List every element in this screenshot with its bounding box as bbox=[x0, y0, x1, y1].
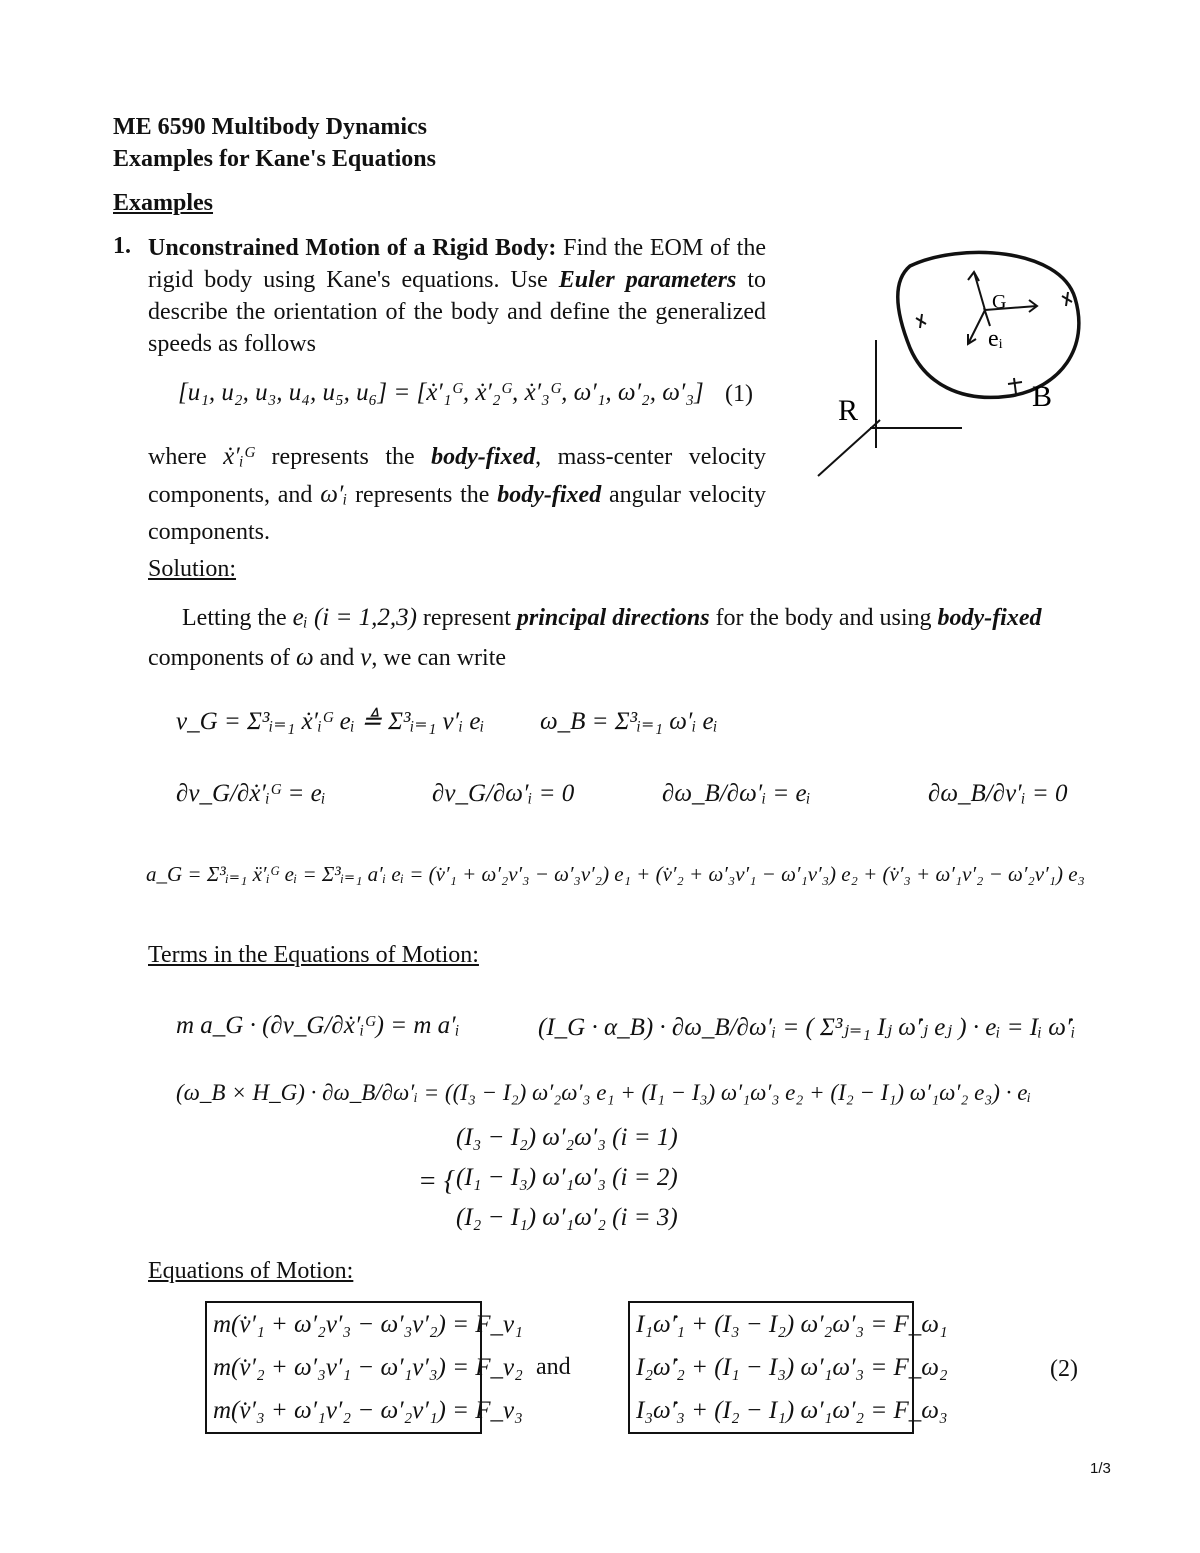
example-paragraph bbox=[148, 232, 766, 360]
body-fixed-em: body-fixed bbox=[431, 444, 536, 470]
body-outline bbox=[898, 252, 1079, 397]
solution-symbol-omega: ω bbox=[295, 644, 314, 671]
body-em: body- bbox=[937, 605, 993, 631]
equals-brace: = { bbox=[418, 1166, 456, 1197]
solution-symbol-v: v bbox=[360, 644, 372, 671]
body-axis-up bbox=[974, 272, 985, 310]
eq-partial-2: ∂v_G/∂ω′ᵢ = 0 bbox=[432, 780, 575, 807]
term-1: m a_G · (∂v_G/∂ẋ′ᵢᴳ) = m a′ᵢ bbox=[176, 1012, 460, 1039]
example-heading: Unconstrained Motion of a Rigid Body: bbox=[148, 235, 557, 261]
figure-label-e: eᵢ bbox=[988, 326, 1003, 352]
solution-text-d: components of bbox=[148, 645, 290, 671]
eq-partial-1: ∂v_G/∂ẋ′ᵢᴳ = eᵢ bbox=[176, 780, 326, 807]
where-text-c: , mass-center velocity components, and bbox=[148, 444, 767, 508]
equation-1-label: (1) bbox=[725, 381, 753, 407]
example-number: 1. bbox=[113, 233, 131, 259]
eom-translational-box bbox=[205, 1301, 523, 1434]
frame-axis-diagonal bbox=[818, 420, 880, 476]
solution-text-b: represent bbox=[422, 605, 511, 631]
where-text-b: represents the bbox=[271, 444, 415, 470]
where-symbol-xdot: ẋ′ᵢᴳ bbox=[223, 443, 256, 470]
terms-heading: Terms in the Equations of Motion: bbox=[148, 942, 479, 968]
where-text-d: represents the bbox=[355, 482, 490, 508]
where-symbol-omega: ω′ᵢ bbox=[320, 481, 348, 508]
solution-text-and: and bbox=[319, 645, 355, 671]
figure-label-R: R bbox=[838, 394, 859, 427]
page-number: 1/3 bbox=[1090, 1460, 1111, 1477]
equation-2-label: (2) bbox=[1050, 1356, 1078, 1382]
figure-label-B: B bbox=[1032, 380, 1053, 413]
where-text-a: where bbox=[148, 444, 207, 470]
solution-symbol-ei: eᵢ (i = 1,2,3) bbox=[292, 604, 417, 631]
eom-left-2: m(v̇′₂ + ω′₃v′₁ − ω′₁v′₃) = F_v₂ bbox=[213, 1354, 523, 1381]
eom-right-3: I₃ω̇′₃ + (I₂ − I₁) ω′₁ω′₂ = F_ω₃ bbox=[636, 1397, 948, 1424]
example-text-b: to describe the orientation of the body and define the generalized speeds as follows bbox=[148, 267, 766, 357]
principal-directions-em: principal directions bbox=[516, 605, 710, 631]
eq-partial-4: ∂ω_B/∂v′ᵢ = 0 bbox=[928, 780, 1068, 807]
doc-title: ME 6590 Multibody Dynamics bbox=[113, 114, 428, 140]
eq-partial-3: ∂ω_B/∂ω′ᵢ = eᵢ bbox=[662, 780, 811, 807]
where-paragraph bbox=[148, 438, 766, 551]
eom-right-2: I₂ω̇′₂ + (I₁ − I₃) ω′₁ω′₃ = F_ω₂ bbox=[636, 1354, 948, 1381]
term-3: (ω_B × H_G) · ∂ω_B/∂ω′ᵢ = ((I₃ − I₂) ω′₂ω′₃ e₁ + (I₁ − I₃) ω′₁ω′₃ e₂ + (I₂ − I₁) ω′₁ω′₂ e₃) · eᵢ bbox=[176, 1080, 1032, 1105]
euler-params-em: Euler parameters bbox=[558, 267, 737, 293]
where-text-e: angular velocity components. bbox=[148, 482, 767, 545]
figure-label-G: G bbox=[992, 291, 1007, 313]
eom-right-1: I₁ω̇′₁ + (I₃ − I₂) ω′₂ω′₃ = F_ω₁ bbox=[636, 1311, 948, 1338]
doc-subtitle: Examples for Kane's Equations bbox=[113, 146, 436, 172]
example-text-a: Find the EOM of the rigid body using Kane's equations. Use bbox=[148, 235, 766, 293]
case-3: (I₂ − I₁) ω′₁ω′₂ (i = 3) bbox=[456, 1204, 678, 1231]
section-heading: Examples bbox=[113, 190, 214, 216]
solution-text-e: , we can write bbox=[371, 645, 507, 671]
eom-left-1: m(v̇′₁ + ω′₂v′₃ − ω′₃v′₂) = F_v₁ bbox=[213, 1311, 523, 1338]
eq-vG: v_G = Σ³ᵢ₌₁ ẋ′ᵢᴳ eᵢ ≜ Σ³ᵢ₌₁ v′ᵢ eᵢ bbox=[176, 708, 485, 735]
rigid-body-figure bbox=[810, 238, 1100, 488]
body-axis-down bbox=[968, 310, 985, 344]
eom-rotational-box bbox=[628, 1301, 948, 1434]
solution-text-a: Letting the bbox=[182, 605, 287, 631]
fixed-em: fixed bbox=[992, 605, 1042, 631]
term-2: (I_G · α_B) · ∂ω_B/∂ω′ᵢ = ( Σ³ⱼ₌₁ Iⱼ ω̇′ⱼ eⱼ ) · eᵢ = Iᵢ ω̇′ᵢ bbox=[538, 1014, 1076, 1041]
solution-paragraph bbox=[148, 598, 1118, 678]
eom-left-3: m(v̇′₃ + ω′₁v′₂ − ω′₂v′₁) = F_v₃ bbox=[213, 1397, 523, 1424]
body-fixed-em-2: body-fixed bbox=[497, 482, 602, 508]
eom-heading: Equations of Motion: bbox=[148, 1258, 354, 1284]
eom-and: and bbox=[536, 1354, 571, 1380]
equation-1: [u₁, u₂, u₃, u₄, u₅, u₆] = [ẋ′₁ᴳ, ẋ′₂ᴳ, ẋ′₃ᴳ, ω′₁, ω′₂, ω′₃] bbox=[178, 379, 704, 406]
solution-heading: Solution: bbox=[148, 556, 237, 582]
case-1: (I₃ − I₂) ω′₂ω′₃ (i = 1) bbox=[456, 1124, 678, 1151]
eq-wB: ω_B = Σ³ᵢ₌₁ ω′ᵢ eᵢ bbox=[540, 708, 718, 735]
solution-text-c: for the body and using bbox=[715, 605, 932, 631]
case-2: (I₁ − I₃) ω′₁ω′₃ (i = 2) bbox=[456, 1164, 678, 1191]
eq-aG: a_G = Σ³ᵢ₌₁ ẍ′ᵢᴳ eᵢ = Σ³ᵢ₌₁ a′ᵢ eᵢ = (v̇′₁ + ω′₂v′₃ − ω′₃v′₂) e₁ + (v̇′₂ + ω′₃v′₁ − ω′₁v′₃) e₂ + (v̇′₃ + ω′₁v′₂ − ω′₂v′₁) e₃ bbox=[146, 862, 1085, 886]
